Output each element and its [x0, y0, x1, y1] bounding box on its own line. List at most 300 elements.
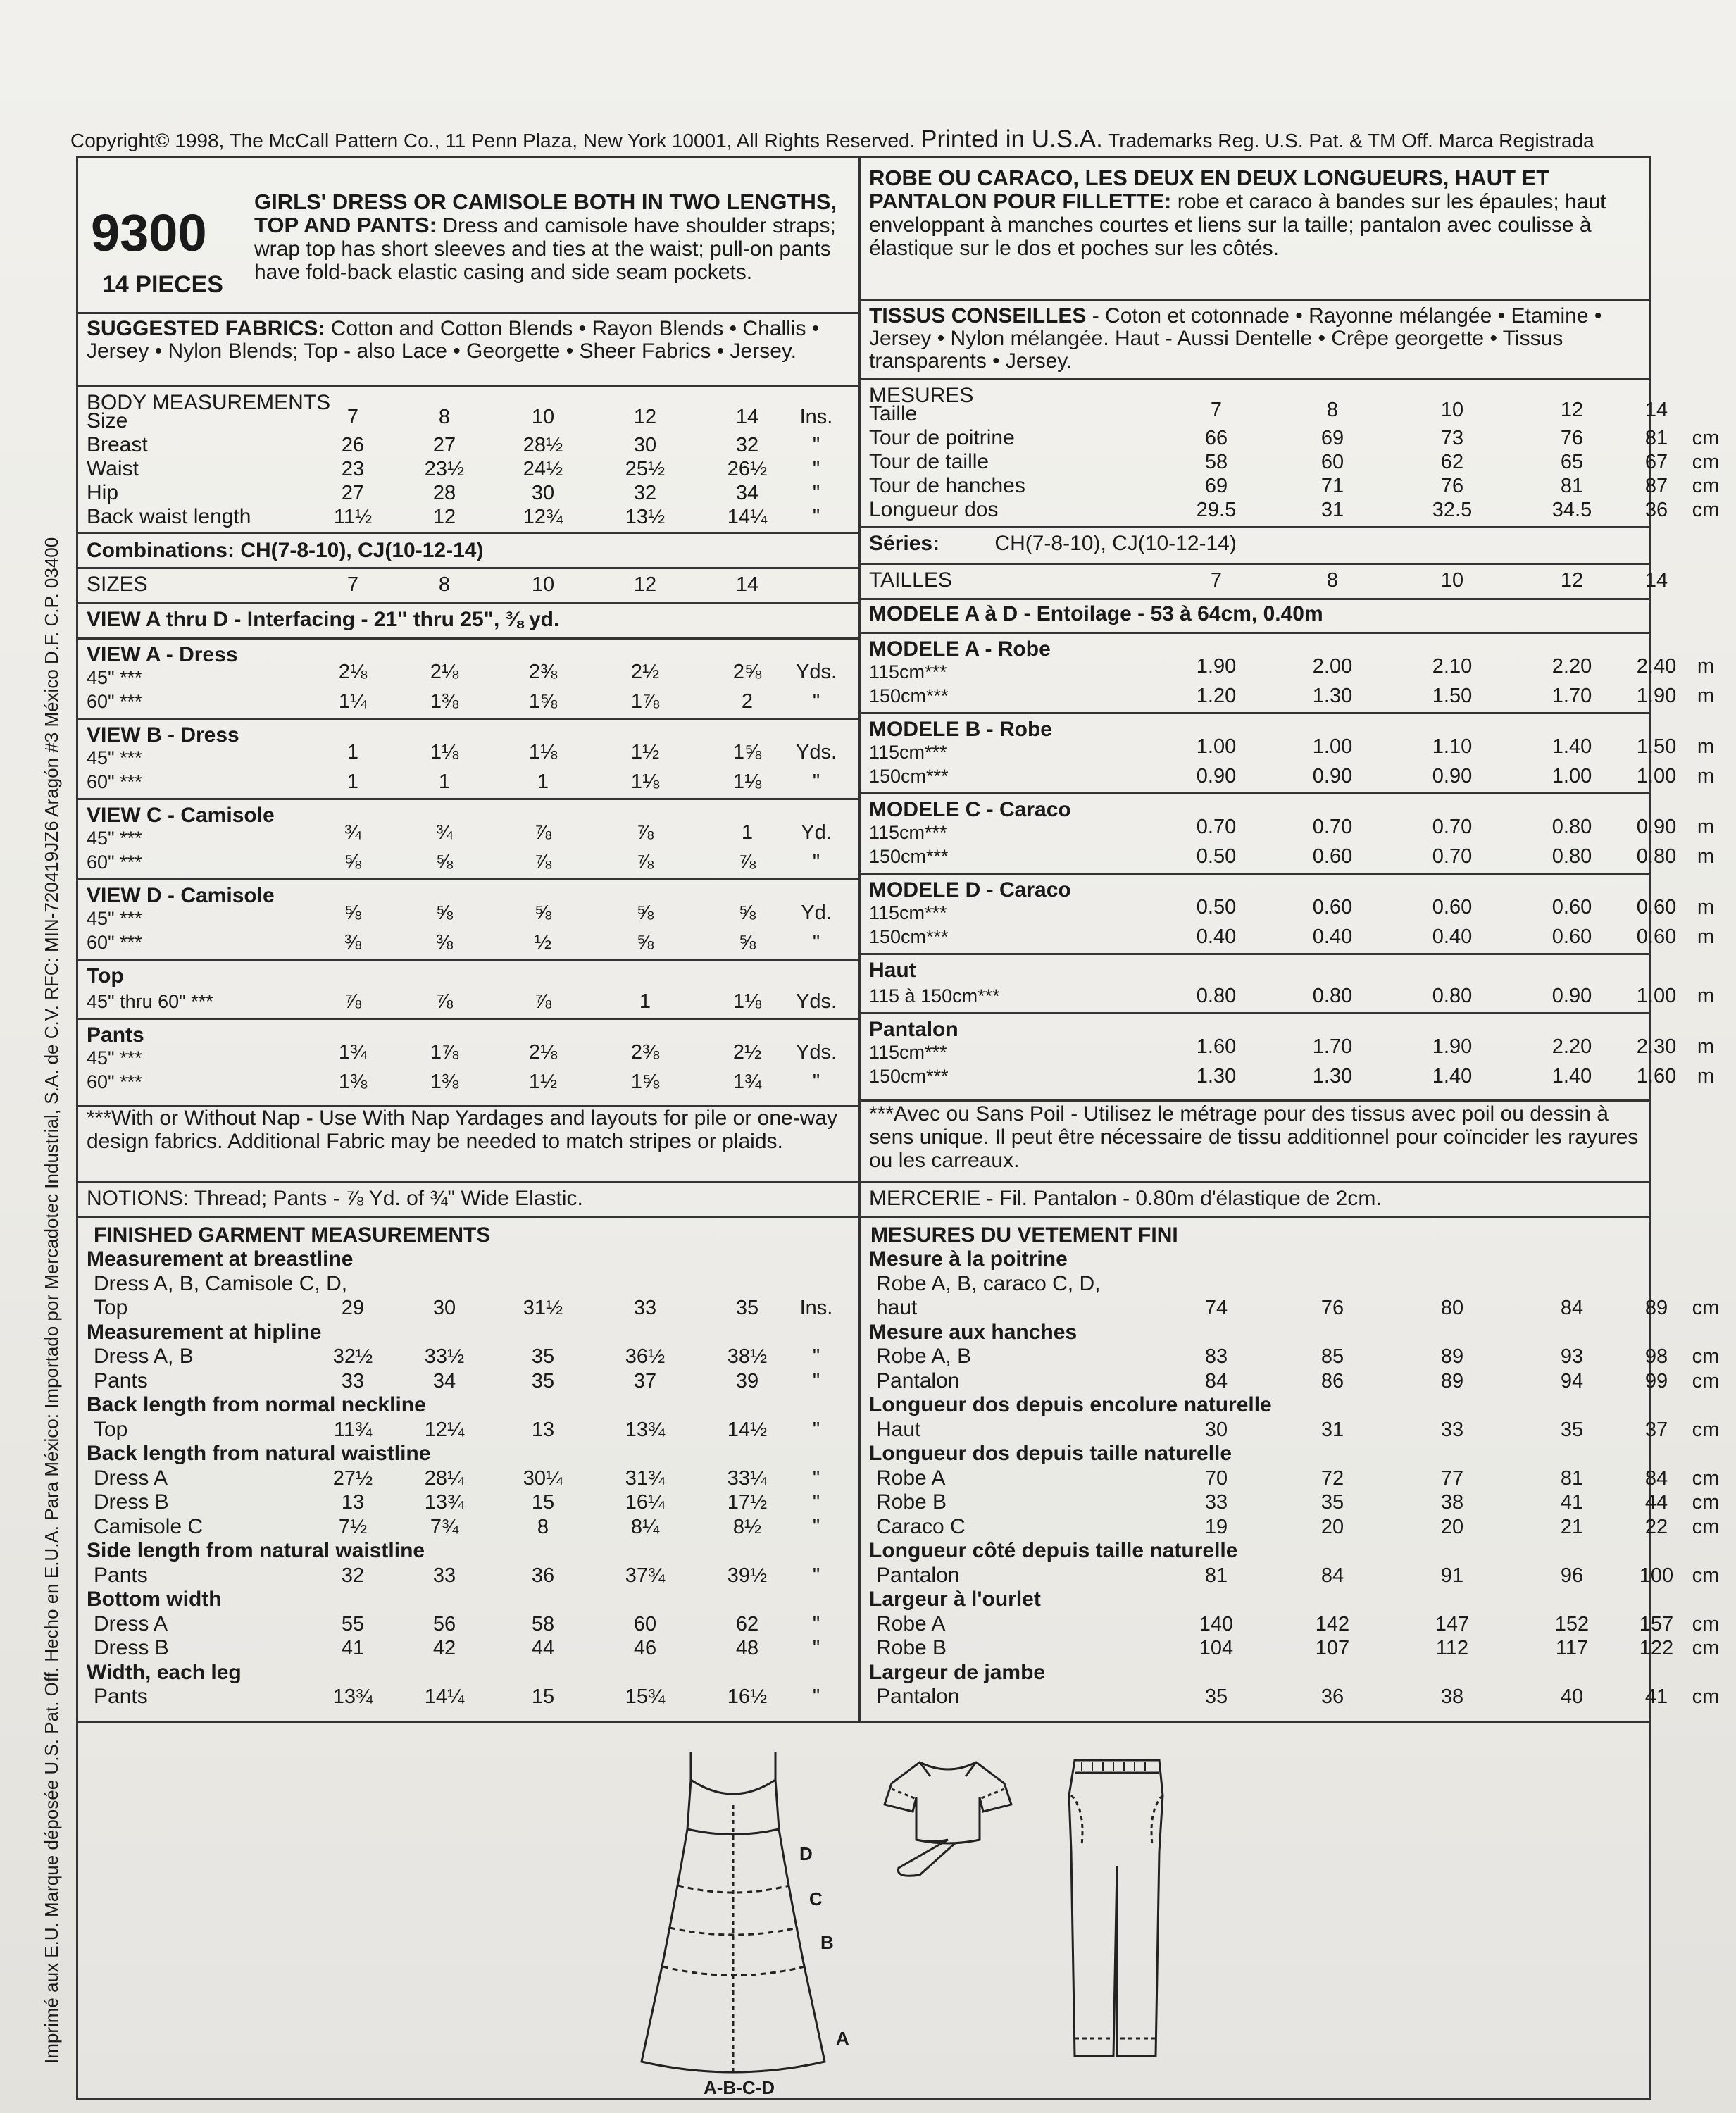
table-cell: ⅞: [435, 990, 454, 1013]
table-unit: m: [1697, 735, 1715, 758]
table-cell: 81: [1560, 475, 1584, 497]
fabrics-label: TISSUS CONSEILLES: [869, 304, 1087, 328]
table-cell: 33: [432, 1564, 456, 1587]
table-cell: 19: [1204, 1515, 1228, 1538]
table-cell: ⅝: [738, 902, 756, 924]
table-unit: cm: [1692, 427, 1720, 449]
table-cell: 37: [1644, 1418, 1668, 1441]
table-cell: 7¾: [430, 1515, 459, 1538]
table-cell: 1.00: [1196, 735, 1237, 758]
table-cell: 122: [1639, 1637, 1674, 1659]
french-body-measurements: [861, 381, 1720, 522]
table-cell: 58: [531, 1612, 555, 1635]
table-cell: 0.90: [1551, 985, 1592, 1007]
table-cell: 8¼: [630, 1515, 660, 1538]
row-label: 150cm***: [869, 766, 949, 787]
table-cell: 30: [531, 482, 555, 504]
series-text: CH(7-8-10), CJ(10-12-14): [994, 532, 1237, 555]
table-cell: 74: [1204, 1297, 1228, 1319]
divider: [78, 602, 858, 604]
measurement-heading: Mesure à la poitrine: [869, 1247, 1068, 1271]
table-unit: cm: [1692, 1612, 1720, 1635]
table-unit: cm: [1692, 499, 1720, 521]
table-cell: 20: [1440, 1515, 1464, 1538]
row-label: 115cm***: [869, 661, 947, 682]
body-measurements-label: BODY MEASUREMENTS: [87, 391, 331, 414]
english-finished-label: FINISHED GARMENT MEASUREMENTS: [94, 1223, 491, 1247]
table-cell: 46: [633, 1637, 657, 1659]
table-cell: 35: [531, 1369, 555, 1392]
table-cell: 16½: [727, 1685, 768, 1708]
table-cell: 66: [1204, 427, 1228, 449]
table-cell: 1.00: [1636, 765, 1677, 787]
row-label: Dress B: [94, 1636, 169, 1659]
table-cell: 1.50: [1636, 735, 1677, 758]
table-cell: 1⅛: [528, 741, 558, 763]
row-label: Pantalon: [876, 1563, 960, 1587]
table-cell: 0.70: [1432, 845, 1473, 868]
size-cell: 10: [1440, 569, 1464, 592]
row-label: Dress A: [94, 1612, 168, 1635]
table-cell: 12¼: [424, 1418, 465, 1441]
table-cell: 1.40: [1432, 1065, 1473, 1087]
table-cell: 30¼: [523, 1466, 563, 1490]
size-cell: 14: [1644, 569, 1668, 592]
table-cell: 1¾: [732, 1071, 762, 1093]
measurement-heading: Side length from natural waistline: [87, 1539, 425, 1562]
table-cell: 76: [1320, 1297, 1344, 1319]
table-cell: 8: [1326, 399, 1339, 421]
row-label: Size: [87, 409, 128, 432]
table-cell: 38: [1440, 1685, 1464, 1708]
table-cell: 36: [531, 1564, 555, 1587]
view-letter-d: D: [799, 1843, 813, 1864]
row-label: 150cm***: [869, 685, 949, 706]
table-cell: 1.20: [1196, 685, 1237, 707]
table-cell: 2.20: [1551, 655, 1592, 678]
table-cell: 1: [537, 771, 549, 793]
table-cell: 32.5: [1432, 499, 1473, 521]
top-drawing: [878, 1755, 1018, 1889]
table-cell: 104: [1199, 1637, 1234, 1659]
table-cell: 14¼: [727, 506, 768, 528]
view-title: MODELE B - Robe: [869, 718, 1052, 741]
row-label: Hip: [87, 481, 119, 504]
table-cell: 81: [1204, 1564, 1228, 1587]
table-cell: 142: [1315, 1612, 1350, 1635]
table-cell: 27: [432, 434, 456, 456]
size-cell: 8: [438, 573, 451, 596]
table-unit: cm: [1692, 1637, 1720, 1659]
table-cell: 1.30: [1196, 1065, 1237, 1087]
divider: [861, 953, 1651, 955]
table-unit: m: [1697, 655, 1715, 678]
fabrics-text: - Coton et cotonnade • Rayonne mélangée • Etamine • Jersey • Nylon mélangée. Haut - Aussi Dentelle • Crêpe georgette • Tissus transparents • Jersey.: [869, 304, 1602, 373]
row-label: Tour de poitrine: [869, 426, 1015, 449]
table-cell: 2½: [732, 1041, 762, 1064]
row-label: 60" ***: [87, 691, 142, 712]
table-unit: ": [812, 1612, 820, 1635]
table-unit: m: [1697, 845, 1715, 868]
table-cell: 31: [1320, 499, 1344, 521]
table-unit: m: [1697, 1035, 1715, 1058]
table-cell: 7½: [338, 1515, 368, 1538]
table-cell: 42: [432, 1637, 456, 1659]
table-cell: 1.90: [1432, 1035, 1473, 1058]
table-cell: 0.90: [1636, 816, 1677, 838]
body-measurements-label: MESURES: [869, 384, 974, 407]
size-cell: 8: [1326, 569, 1339, 592]
row-label: 45" ***: [87, 828, 142, 849]
table-unit: ": [812, 458, 820, 480]
english-desc: Dress and camisole have shoulder straps; wrap top has short sleeves and ties at the waist; pull-on pants have fold-back elastic casing and side seam pockets.: [254, 214, 836, 284]
table-cell: 1.70: [1312, 1035, 1353, 1058]
table-cell: 1⅞: [630, 690, 660, 713]
table-cell: 38: [1440, 1491, 1464, 1514]
table-cell: 34: [432, 1369, 456, 1392]
table-cell: ⅞: [636, 821, 654, 844]
measurement-heading: Bottom width: [87, 1588, 222, 1611]
table-cell: 11½: [333, 506, 373, 528]
measurement-heading: Mesure aux hanches: [869, 1320, 1078, 1344]
table-cell: 7: [1210, 399, 1223, 421]
table-cell: 1⅝: [732, 741, 762, 763]
table-unit: ": [812, 1564, 820, 1587]
table-cell: 11¾: [333, 1418, 373, 1441]
table-unit: ": [812, 1685, 820, 1708]
measurement-heading: Back length from normal neckline: [87, 1393, 426, 1416]
table-cell: 15¾: [625, 1685, 666, 1708]
table-cell: 8: [537, 1515, 549, 1538]
view-title: Haut: [869, 959, 916, 982]
table-unit: ": [812, 931, 820, 954]
table-cell: 60: [633, 1612, 657, 1635]
table-cell: 1.90: [1636, 685, 1677, 707]
table-cell: 35: [1204, 1685, 1228, 1708]
table-cell: 17½: [727, 1491, 768, 1514]
table-cell: ¾: [344, 821, 362, 844]
table-cell: 96: [1560, 1564, 1584, 1587]
divider: [861, 1216, 1651, 1218]
table-cell: 65: [1560, 451, 1584, 473]
table-cell: 2½: [630, 661, 660, 683]
view-letter-b: B: [820, 1932, 834, 1953]
table-cell: 8½: [732, 1515, 762, 1538]
table-cell: 15: [531, 1685, 555, 1708]
english-title: GIRLS' DRESS OR CAMISOLE BOTH IN TWO LENGTHS, TOP AND PANTS:: [254, 189, 837, 237]
table-cell: ⅞: [534, 851, 552, 873]
table-cell: 70: [1204, 1466, 1228, 1490]
table-cell: 26: [341, 434, 365, 456]
table-cell: 36: [1320, 1685, 1344, 1708]
table-cell: 2⅛: [528, 1041, 558, 1064]
table-unit: Yd.: [801, 821, 832, 844]
table-cell: 84: [1204, 1369, 1228, 1392]
printed-text: Printed in U.S.A.: [920, 125, 1103, 153]
pattern-number: 9300: [91, 204, 207, 262]
table-cell: 15: [531, 1491, 555, 1514]
table-cell: 86: [1320, 1369, 1344, 1392]
table-cell: ⅝: [344, 902, 362, 924]
view-title: VIEW C - Camisole: [87, 804, 275, 827]
table-cell: 0.90: [1432, 765, 1473, 787]
measurement-heading: Measurement at hipline: [87, 1320, 322, 1344]
row-label: 45" thru 60" ***: [87, 991, 213, 1012]
divider: [861, 299, 1651, 301]
view-letter-c: C: [809, 1888, 823, 1909]
table-cell: 98: [1644, 1345, 1668, 1368]
table-cell: 94: [1560, 1369, 1584, 1392]
table-cell: 1.00: [1551, 765, 1592, 787]
row-label: 60" ***: [87, 1071, 142, 1092]
table-cell: 1¾: [338, 1041, 368, 1064]
table-unit: cm: [1692, 1345, 1720, 1368]
table-unit: ": [812, 1637, 820, 1659]
table-cell: 89: [1440, 1345, 1464, 1368]
table-cell: 13: [341, 1491, 365, 1514]
french-desc: robe et caraco à bandes sur les épaules; haut enveloppant à manches courtes et liens sur la taille; pantalon avec coulisse à élastique sur le dos et poches sur les côtés.: [869, 190, 1606, 260]
row-label: 115 à 150cm***: [869, 985, 1000, 1006]
table-cell: ⅝: [435, 851, 454, 873]
table-unit: ": [812, 1491, 820, 1514]
illustration-divider: [78, 1721, 1649, 1723]
table-cell: 36: [1644, 499, 1668, 521]
table-cell: ⅞: [534, 821, 552, 844]
table-cell: 41: [1644, 1685, 1668, 1708]
table-cell: 1.00: [1636, 985, 1677, 1007]
row-label: Robe A: [876, 1612, 946, 1635]
table-cell: ⅝: [435, 902, 454, 924]
row-label: Longueur dos: [869, 498, 999, 521]
table-cell: 89: [1644, 1297, 1668, 1319]
table-cell: 0.40: [1312, 925, 1353, 948]
table-cell: 29: [341, 1297, 365, 1319]
french-finished-measurements: [861, 1247, 1720, 1721]
divider: [78, 959, 858, 961]
table-cell: 23½: [424, 458, 465, 480]
table-cell: 1.50: [1432, 685, 1473, 707]
table-unit: Yds.: [795, 1041, 837, 1064]
table-cell: 44: [1644, 1491, 1668, 1514]
measurement-heading: Back length from natural waistline: [87, 1442, 431, 1465]
table-cell: 13½: [625, 506, 666, 528]
table-cell: 25½: [625, 458, 666, 480]
table-cell: 36½: [625, 1345, 666, 1368]
table-cell: 1⅜: [338, 1071, 368, 1093]
table-cell: 30: [1204, 1418, 1228, 1441]
table-cell: 14¼: [424, 1685, 465, 1708]
table-cell: 147: [1435, 1612, 1470, 1635]
view-title: Pantalon: [869, 1018, 958, 1041]
table-cell: 14: [1644, 399, 1668, 421]
table-unit: Yds.: [795, 990, 837, 1013]
table-cell: 2.20: [1551, 1035, 1592, 1058]
row-label: haut: [876, 1296, 918, 1319]
table-cell: 2.30: [1636, 1035, 1677, 1058]
table-unit: m: [1697, 1065, 1715, 1087]
table-unit: cm: [1692, 1564, 1720, 1587]
table-cell: 2⅝: [732, 661, 762, 683]
table-cell: 0.60: [1312, 896, 1353, 918]
table-cell: 76: [1440, 475, 1464, 497]
english-nap-note: ***With or Without Nap - Use With Nap Yardages and layouts for pile or one-way design fabrics. Additional Fabric may be needed to match stripes or plaids.: [87, 1107, 838, 1153]
row-label: Pants: [94, 1563, 148, 1587]
table-cell: 77: [1440, 1466, 1464, 1490]
table-cell: 0.60: [1636, 925, 1677, 948]
table-cell: 1⅝: [630, 1071, 660, 1093]
copyright-line: [70, 125, 1655, 154]
trademark-text: Trademarks Reg. U.S. Pat. & TM Off. Marca Registrada: [1108, 130, 1594, 151]
table-cell: ⅝: [738, 931, 756, 954]
table-unit: cm: [1692, 1491, 1720, 1514]
table-cell: 0.90: [1312, 765, 1353, 787]
table-cell: 58: [1204, 451, 1228, 473]
table-cell: ⅝: [636, 931, 654, 954]
table-cell: ⅞: [636, 851, 654, 873]
table-unit: ": [812, 1369, 820, 1392]
table-cell: 0.40: [1196, 925, 1237, 948]
table-cell: 112: [1435, 1637, 1469, 1659]
table-cell: 84: [1560, 1297, 1584, 1319]
table-cell: 2.40: [1636, 655, 1677, 678]
view-title: MODELE C - Caraco: [869, 798, 1071, 821]
row-label: 115cm***: [869, 902, 947, 923]
table-cell: 85: [1320, 1345, 1344, 1368]
view-title: VIEW D - Camisole: [87, 884, 275, 907]
table-cell: ¾: [435, 821, 454, 844]
table-cell: 0.40: [1432, 925, 1473, 948]
table-cell: 28: [432, 482, 456, 504]
table-cell: ⅝: [636, 902, 654, 924]
table-unit: Ins.: [799, 406, 833, 428]
divider: [78, 532, 858, 534]
sizes-label: SIZES: [87, 573, 148, 596]
table-cell: 35: [735, 1297, 759, 1319]
table-cell: 35: [531, 1345, 555, 1368]
row-label: Pantalon: [876, 1369, 960, 1392]
table-cell: 13: [531, 1418, 555, 1441]
table-cell: 12: [432, 506, 456, 528]
view-title: Pants: [87, 1023, 144, 1047]
divider: [861, 712, 1651, 714]
copyright-text: Copyright© 1998, The McCall Pattern Co., 11 Penn Plaza, New York 10001, All Rights Reserved.: [70, 130, 916, 151]
divider: [861, 1012, 1651, 1014]
table-cell: 1.10: [1432, 735, 1473, 758]
table-unit: cm: [1692, 1685, 1720, 1708]
table-cell: 33¼: [727, 1466, 768, 1490]
table-cell: 0.80: [1432, 985, 1473, 1007]
row-label: Dress A: [94, 1466, 168, 1490]
table-cell: 40: [1560, 1685, 1584, 1708]
table-cell: 32½: [332, 1345, 373, 1368]
table-cell: 23: [341, 458, 365, 480]
table-cell: 30: [432, 1297, 456, 1319]
divider: [78, 1018, 858, 1020]
table-cell: 12¾: [523, 506, 563, 528]
english-column: [78, 158, 858, 1721]
table-cell: 0.80: [1636, 845, 1677, 868]
row-label: 45" ***: [87, 908, 142, 929]
table-unit: cm: [1692, 1418, 1720, 1441]
french-combinations: [869, 532, 1237, 556]
table-cell: 1⅛: [732, 771, 762, 793]
table-cell: 22: [1644, 1515, 1668, 1538]
table-cell: 29.5: [1196, 499, 1237, 521]
divider: [861, 873, 1651, 875]
french-notions: MERCERIE - Fil. Pantalon - 0.80m d'élastique de 2cm.: [869, 1187, 1382, 1210]
view-title: Top: [87, 964, 124, 987]
view-letter-a: A: [836, 2028, 849, 2049]
table-cell: ⅞: [738, 851, 756, 873]
table-cell: 20: [1320, 1515, 1344, 1538]
table-cell: 27½: [332, 1466, 373, 1490]
table-cell: 30: [633, 434, 657, 456]
table-cell: 2⅛: [430, 661, 459, 683]
table-cell: 117: [1555, 1637, 1589, 1659]
table-cell: 14½: [727, 1418, 768, 1441]
table-cell: 2.00: [1312, 655, 1353, 678]
table-cell: 31½: [523, 1297, 563, 1319]
french-nap-note: ***Avec ou Sans Poil - Utilisez le métrage pour des tissus avec poil ou dessin à sens unique. Il peut être nécessaire de tissu additionnel pour coïncider les rayures ou les carreaux.: [869, 1102, 1639, 1172]
size-cell: 7: [1210, 569, 1223, 592]
table-cell: 1: [346, 741, 359, 763]
table-cell: 62: [735, 1612, 759, 1635]
row-label: Tour de taille: [869, 450, 989, 473]
view-title: VIEW B - Dress: [87, 723, 239, 747]
divider: [78, 878, 858, 880]
table-cell: 0.60: [1551, 896, 1592, 918]
divider: [861, 563, 1651, 565]
french-description: [869, 167, 1640, 260]
measurement-heading: Measurement at breastline: [87, 1247, 354, 1271]
table-cell: 26½: [727, 458, 768, 480]
table-cell: 0.60: [1432, 896, 1473, 918]
table-cell: 1⅞: [430, 1041, 459, 1064]
dress-caption: A-B-C-D: [704, 2077, 775, 2098]
row-label: Pants: [94, 1369, 148, 1392]
table-cell: 10: [531, 406, 555, 428]
table-unit: Yd.: [801, 902, 832, 924]
row-label: Breast: [87, 433, 148, 456]
divider: [78, 567, 858, 569]
table-cell: 55: [341, 1612, 365, 1635]
divider: [78, 1216, 858, 1218]
table-cell: 44: [531, 1637, 555, 1659]
row-label: 60" ***: [87, 932, 142, 953]
table-cell: 1⅜: [430, 1071, 459, 1093]
line-drawings: [78, 1724, 1649, 2097]
table-cell: 152: [1554, 1612, 1590, 1635]
table-cell: 35: [1320, 1491, 1344, 1514]
table-cell: 1: [438, 771, 451, 793]
measurement-heading: Width, each leg: [87, 1660, 242, 1684]
english-interfacing: VIEW A thru D - Interfacing - 21" thru 25", ⅜ yd.: [87, 608, 560, 631]
french-title: ROBE OU CARACO, LES DEUX EN DEUX LONGUEURS, HAUT ET PANTALON POUR FILLETTE:: [869, 166, 1550, 213]
table-cell: 0.80: [1551, 816, 1592, 838]
english-fabrics: [87, 318, 851, 363]
table-unit: cm: [1692, 1466, 1720, 1490]
table-cell: 100: [1639, 1564, 1674, 1587]
table-cell: 140: [1199, 1612, 1234, 1635]
table-cell: 37¾: [625, 1564, 666, 1587]
table-cell: 2.10: [1432, 655, 1473, 678]
table-cell: 31¾: [625, 1466, 666, 1490]
table-unit: ": [812, 506, 820, 528]
table-cell: 34: [735, 482, 759, 504]
row-label: Camisole C: [94, 1514, 204, 1538]
fabrics-label: SUGGESTED FABRICS:: [87, 317, 325, 340]
table-cell: 91: [1440, 1564, 1464, 1587]
